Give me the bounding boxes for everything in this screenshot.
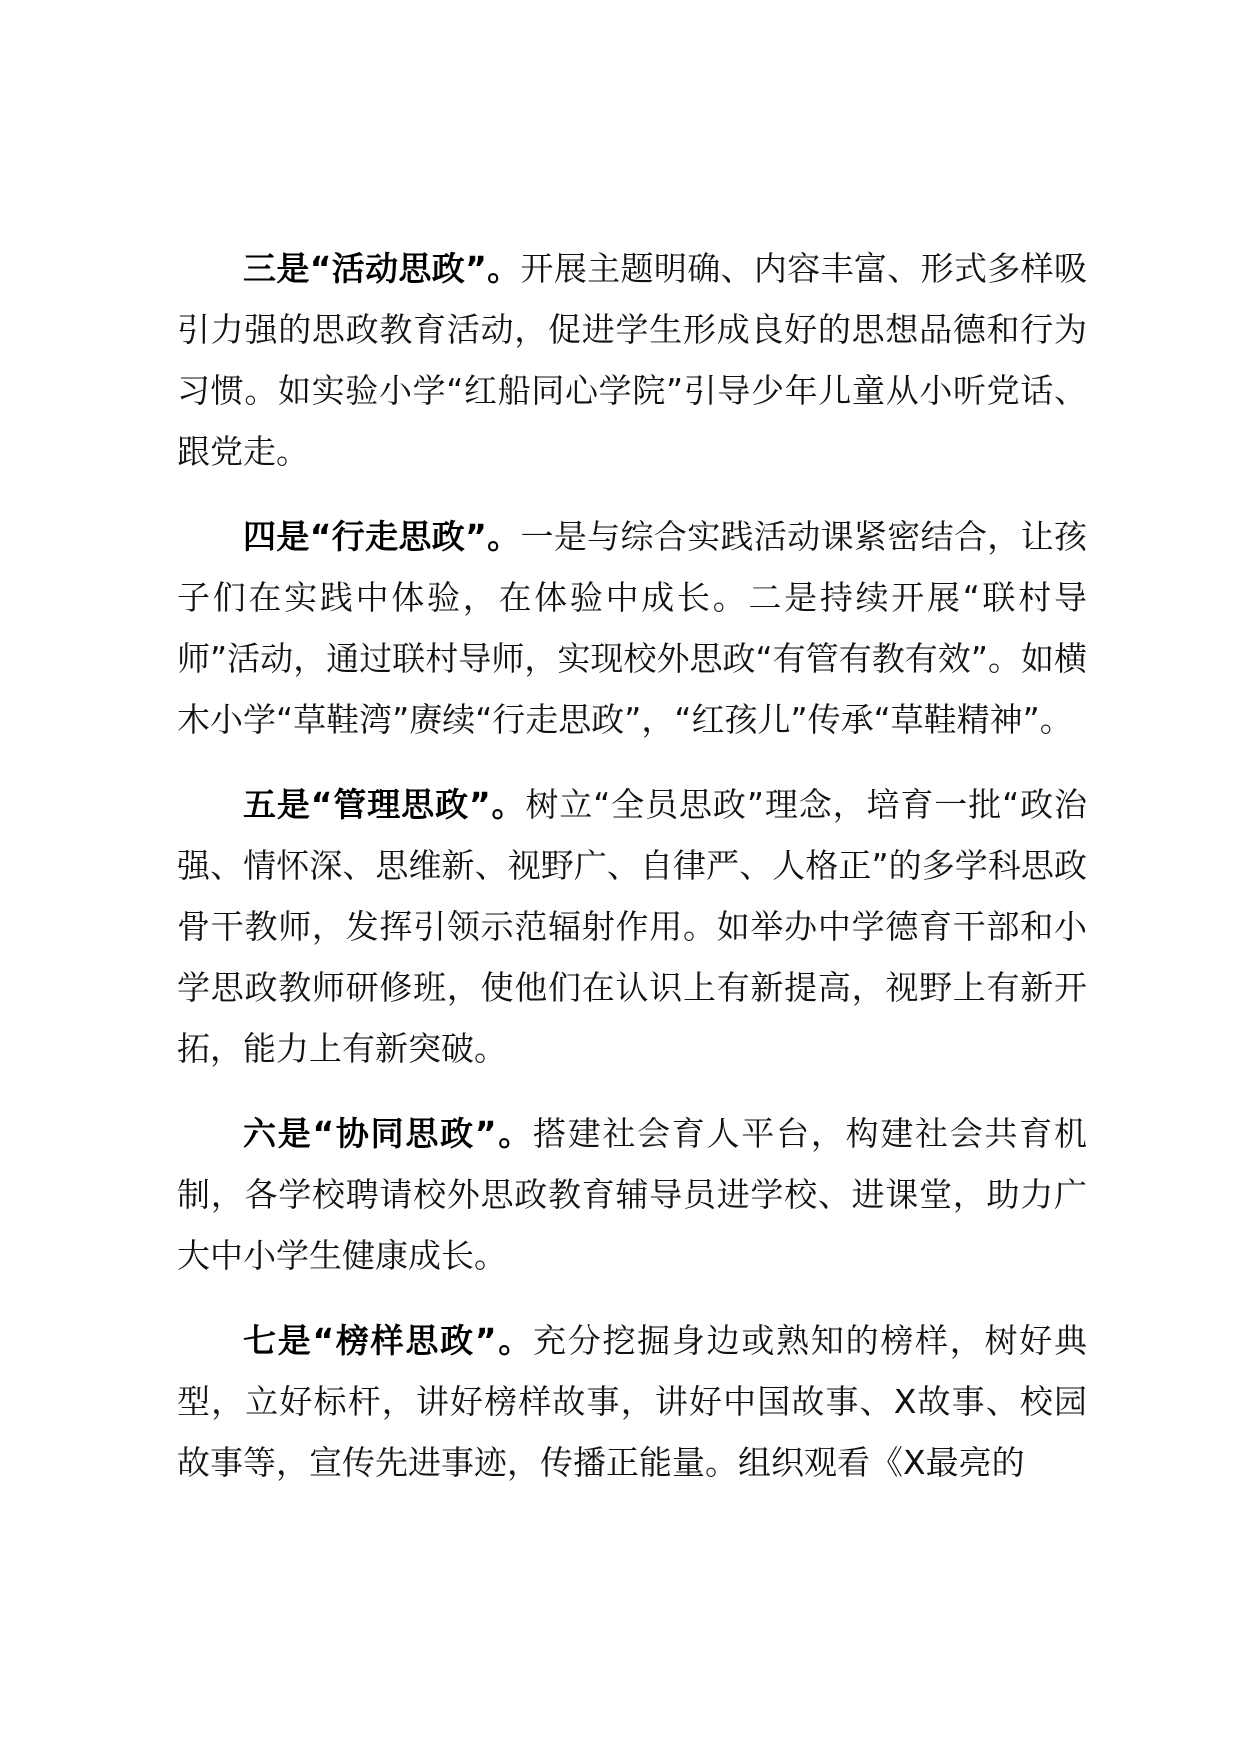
paragraph-heading: 三是“活动思政”。: [243, 249, 521, 288]
paragraph-heading: 七是“榜样思政”。: [243, 1321, 533, 1360]
paragraph-collaboration: [177, 1103, 1087, 1286]
paragraph-text: 搭建社会育人平台，构建社会共育机制，各学校聘请校外思政教育辅导员进学校、进课堂，助力广大中小学生健康成长。: [177, 1114, 1087, 1275]
document-body: [177, 238, 1087, 1493]
paragraph-text: 一是与综合实践活动课紧密结合，让孩子们在实践中体验，在体验中成长。二是持续开展“联村导师”活动，通过联村导师，实现校外思政“有管有教有效”。如横木小学“草鞋湾”赓续“行走思政”，“红孩儿”传承“草鞋精神”。: [177, 517, 1087, 739]
paragraph-heading: 五是“管理思政”。: [243, 785, 526, 824]
paragraph-activity: [177, 238, 1087, 482]
paragraph-text: 充分挖掘身边或熟知的榜样，树好典型，立好标杆，讲好榜样故事，讲好中国故事、X故事、校园故事等，宣传先进事迹，传播正能量。组织观看《X最亮的: [177, 1321, 1087, 1482]
paragraph-role-model: [177, 1310, 1087, 1493]
paragraph-heading: 六是“协同思政”。: [243, 1114, 533, 1153]
paragraph-text: 树立“全员思政”理念，培育一批“政治强、情怀深、思维新、视野广、自律严、人格正”的多学科思政骨干教师，发挥引领示范辐射作用。如举办中学德育干部和小学思政教师研修班，使他们在认识上有新提高，视野上有新开拓，能力上有新突破。: [177, 785, 1087, 1068]
paragraph-management: [177, 774, 1087, 1079]
paragraph-heading: 四是“行走思政”。: [243, 517, 521, 556]
paragraph-text: 开展主题明确、内容丰富、形式多样吸引力强的思政教育活动，促进学生形成良好的思想品德和行为习惯。如实验小学“红船同心学院”引导少年儿童从小听党话、跟党走。: [177, 249, 1087, 471]
paragraph-walking: [177, 506, 1087, 750]
